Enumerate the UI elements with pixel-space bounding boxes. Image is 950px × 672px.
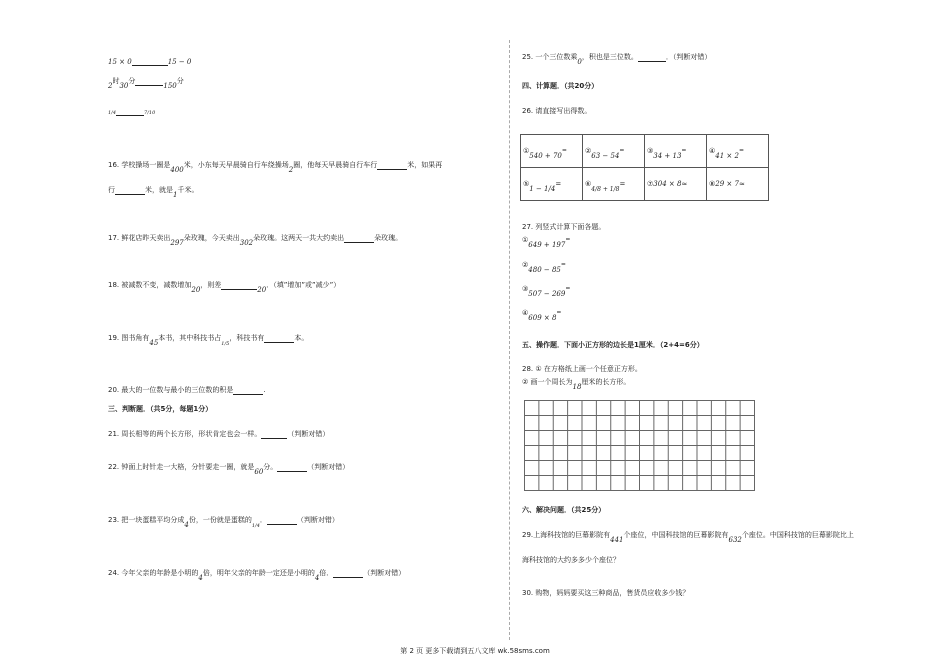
vertical-calc-3: ③507 − 269= [522,285,571,298]
question-29-line2: 海科技馆的大约多多少个座位？ [522,556,620,564]
question-19: 19. 图书角有45本书，其中科技书占$_{1/5}$，科技书有 本。 [108,334,309,347]
question-21: 21. 周长相等的两个长方形，形状肯定也会一样。 （判断对错） [108,430,330,438]
section-3-heading: 三、判断题．（共5分，每题1分） [108,405,213,413]
vertical-calc-1: ①649 + 197= [522,236,571,249]
question-25: 25. 一个三位数乘0，积也是三位数。 ．（判断对错） [522,53,712,66]
section-5-heading: 五、操作题．下面小正方形的边长是1厘米．（2+4=6分） [522,341,704,349]
calc-cell: ①540 + 70= [521,135,583,168]
question-27: 27. 列竖式计算下面各题。 [522,223,606,231]
question-20: 20. 最大的一位数与最小的三位数的积是 . [108,386,266,394]
compare-expr-3: 1/4 7/10 [108,110,156,116]
section-6-heading: 六、解决问题．（共25分） [522,506,606,514]
question-30: 30. 购物，妈妈要买这三种商品，售货员应收多少钱？ [522,589,690,597]
question-24: 24. 今年父亲的年龄是小明的4倍，明年父亲的年龄一定还是小明的4倍． （判断对错） [108,569,406,582]
question-29: 29.上海科技馆的巨幕影院有441个座位，中国科技馆的巨幕影院有632个座位。中国科技馆的巨幕影院比上 [522,531,854,544]
question-16: 16. 学校操场一圈是400米，小东每天早晨骑自行车绕操场2圈，他每天早晨骑自行车行 米，如果再 [108,161,443,174]
calc-cell: ⑥4/8 + 1/8= [583,168,645,201]
column-divider [509,40,510,640]
vertical-calc-2: ②480 − 85= [522,261,566,274]
mental-calc-table [520,134,769,201]
question-17: 17. 鲜花店昨天卖出297朵玫瑰，今天卖出302朵玫瑰。这两天一共大约卖出 朵玫瑰。 [108,234,403,247]
question-23: 23. 把一块蛋糕平均分成4份，一份就是蛋糕的$_{1/4}$． （判断对错） [108,516,339,529]
calc-cell: ②63 − 54= [583,135,645,168]
compare-expr-1: 15 × 0 15 − 0 [108,58,192,66]
question-18: 18. 被减数不变，减数增加20，则差20．（填”增加”或”减少”） [108,281,341,294]
calc-cell: ④41 × 2= [707,135,769,168]
calc-cell: ⑦304 × 8≈ [645,168,707,201]
calc-cell: ⑤1 − 1/4= [521,168,583,201]
question-26: 26. 请直接写出得数。 [522,107,592,115]
question-28-part1: 28. ① 在方格纸上画一个任意正方形。 [522,365,642,373]
section-4-heading: 四、计算题．（共20分） [522,82,599,90]
vertical-calc-4: ④609 × 8= [522,309,562,322]
question-16-line2: 行 米，就是1千米。 [108,186,199,199]
page-footer: 第 2 页 更多下载请到五八文库 wk.58sms.com [400,647,550,655]
calc-cell: ⑧29 × 7≈ [707,168,769,201]
question-28-part2: ② 画一个周长为18厘米的长方形。 [522,378,631,391]
square-grid[interactable] [524,400,755,491]
compare-expr-2: 2时30分150分 [108,77,184,90]
calc-cell: ③34 + 13= [645,135,707,168]
question-22: 22. 钟面上时针走一大格，分针要走一圈，就是60分。 （判断对错） [108,463,350,476]
